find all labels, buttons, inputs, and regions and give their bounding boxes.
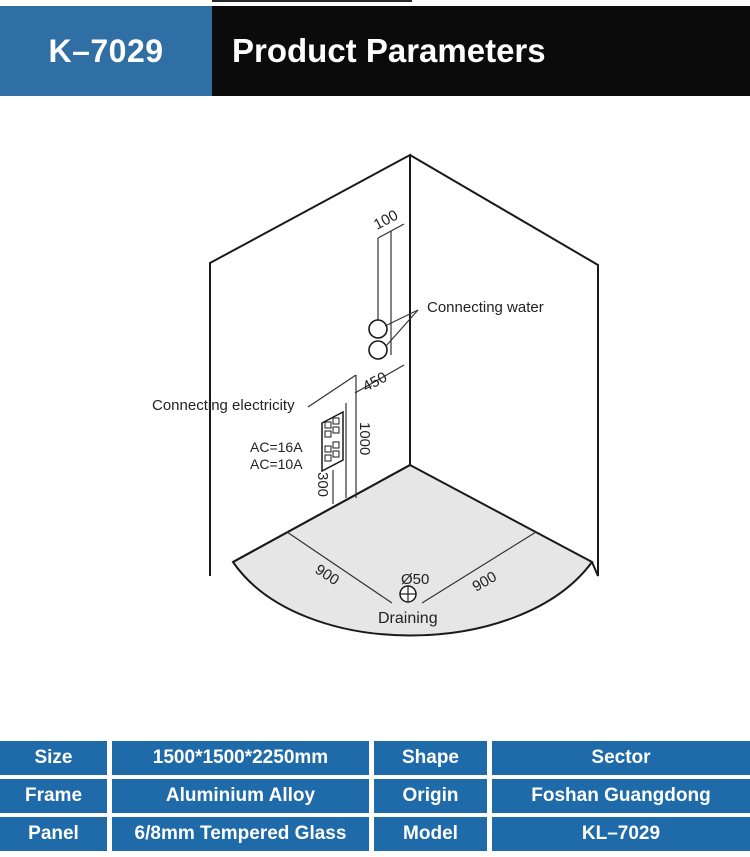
- header-banner: [0, 6, 750, 96]
- drain-diameter-label: Ø50: [401, 571, 430, 588]
- param-value: 1500*1500*2250mm: [112, 741, 369, 775]
- param-key: Frame: [0, 779, 107, 813]
- ac-16a-label: AC=16A: [250, 439, 303, 455]
- dim-100-label: 100: [370, 206, 401, 234]
- param-value: 6/8mm Tempered Glass: [112, 817, 369, 851]
- dim-450-label: 450: [359, 368, 390, 396]
- model-label-box: [0, 6, 212, 96]
- param-key: Model: [374, 817, 487, 851]
- electric-socket-panel: [322, 412, 343, 471]
- table-row: [0, 817, 750, 851]
- parameters-table: [0, 741, 750, 857]
- param-key: Origin: [374, 779, 487, 813]
- connecting-electricity-label: Connecting electricity: [152, 397, 295, 414]
- diagram-svg: [0, 100, 750, 720]
- shower-installation-diagram: [0, 100, 750, 720]
- title-box: [212, 6, 750, 96]
- param-key: Size: [0, 741, 107, 775]
- param-value: Sector: [492, 741, 750, 775]
- param-key: Panel: [0, 817, 107, 851]
- table-row: [0, 741, 750, 775]
- param-value: Aluminium Alloy: [112, 779, 369, 813]
- water-leader-1: [385, 310, 418, 326]
- dim-1000-label: 1000: [356, 422, 373, 456]
- electricity-leader: [308, 375, 356, 407]
- dim-900-right-label: 900: [469, 568, 500, 596]
- ac-10a-label: AC=10A: [250, 456, 303, 472]
- table-row: [0, 779, 750, 813]
- dim-300-label: 300: [314, 472, 331, 498]
- connecting-water-label: Connecting water: [427, 299, 544, 316]
- param-value: KL–7029: [492, 817, 750, 851]
- param-value: Foshan Guangdong: [492, 779, 750, 813]
- top-rule: [212, 0, 412, 2]
- model-label: K–7029: [48, 32, 164, 69]
- param-key: Shape: [374, 741, 487, 775]
- dim-900-left-label: 900: [311, 561, 343, 589]
- page-title: Product Parameters: [232, 32, 546, 69]
- water-inlet-top: [369, 320, 387, 338]
- draining-label: Draining: [378, 610, 438, 627]
- water-inlet-bottom: [369, 341, 387, 359]
